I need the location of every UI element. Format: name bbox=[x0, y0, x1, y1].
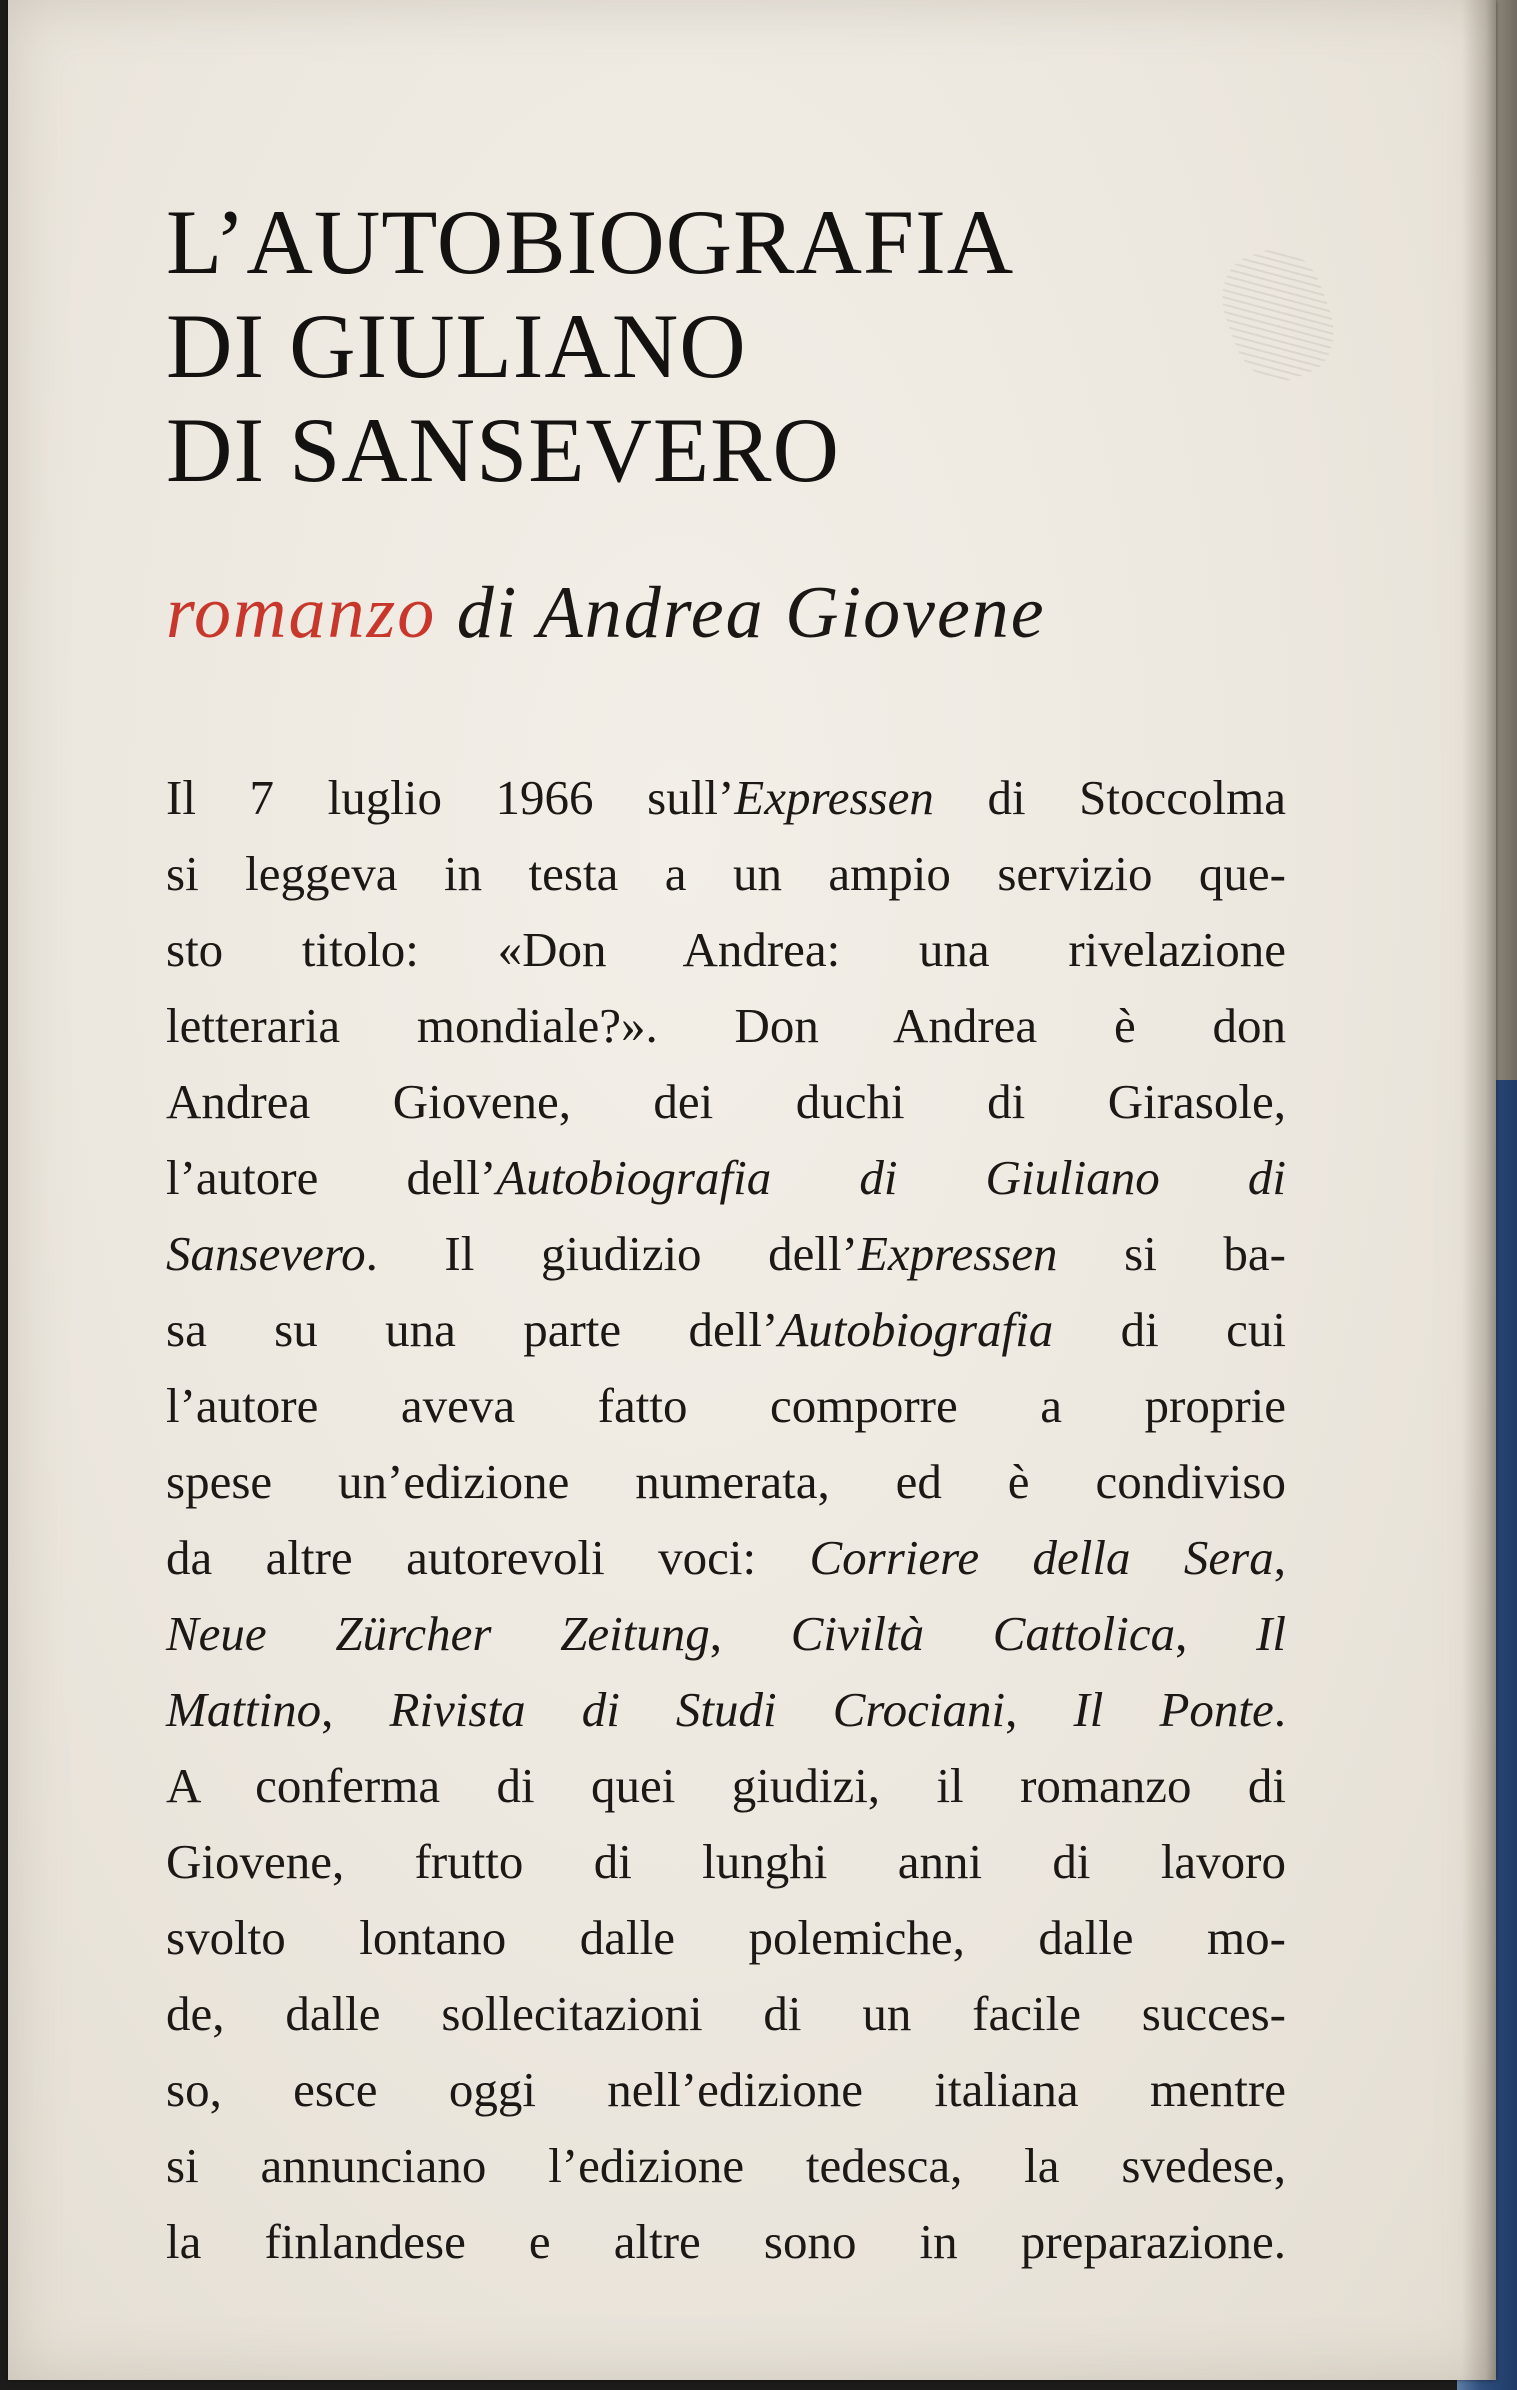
blurb-line: A conferma di quei giudizi, il romanzo di bbox=[166, 1758, 1286, 1813]
blurb-line: letteraria mondiale?». Don Andrea è don bbox=[166, 998, 1286, 1053]
genre-label: romanzo bbox=[166, 572, 437, 654]
blurb-line: Neue Zürcher Zeitung, Civiltà Cattolica, Il bbox=[166, 1606, 1287, 1661]
blurb-line: so, esce oggi nell’edizione italiana mentre bbox=[166, 2062, 1286, 2117]
blurb-line: spese un’edizione numerata, ed è condiviso bbox=[166, 1454, 1286, 1509]
blurb-line: sto titolo: «Don Andrea: una rivelazione bbox=[166, 922, 1286, 977]
book-cover bbox=[8, 0, 1496, 2380]
blurb-line: Sansevero. Il giudizio dell’Expressen si ba- bbox=[166, 1226, 1286, 1281]
blurb-line: da altre autorevoli voci: Corriere della Sera, bbox=[166, 1530, 1286, 1585]
blurb-line: de, dalle sollecitazioni di un facile succes- bbox=[166, 1986, 1286, 2041]
book-subtitle bbox=[166, 570, 1046, 656]
paper-scuff-mark bbox=[1209, 237, 1347, 393]
blurb-line: Mattino, Rivista di Studi Crociani, Il Ponte. bbox=[166, 1682, 1287, 1737]
blurb-line: Andrea Giovene, dei duchi di Girasole, bbox=[166, 1074, 1286, 1129]
blurb-line: la finlandese e altre sono in preparazione. bbox=[166, 2214, 1286, 2269]
blurb-line: si leggeva in testa a un ampio servizio que- bbox=[166, 846, 1286, 901]
blurb-line: Giovene, frutto di lunghi anni di lavoro bbox=[166, 1834, 1286, 1889]
blurb-line: l’autore aveva fatto comporre a proprie bbox=[166, 1378, 1286, 1433]
blurb-line: l’autore dell’Autobiografia di Giuliano di bbox=[166, 1150, 1286, 1205]
title-line-2: DI GIULIANO bbox=[166, 295, 747, 397]
title-line-3: DI SANSEVERO bbox=[166, 399, 840, 501]
author-label: di Andrea Giovene bbox=[456, 572, 1046, 654]
blurb-line: Il 7 luglio 1966 sull’Expressen di Stoccolma bbox=[166, 770, 1287, 825]
blurb-line: sa su una parte dell’Autobiografia di cui bbox=[166, 1302, 1287, 1357]
blurb-line: svolto lontano dalle polemiche, dalle mo- bbox=[166, 1910, 1286, 1965]
blurb-line: si annunciano l’edizione tedesca, la svedese, bbox=[166, 2138, 1286, 2193]
blurb-text bbox=[166, 760, 1286, 2280]
book-title bbox=[166, 190, 1014, 502]
title-line-1: L’AUTOBIOGRAFIA bbox=[166, 191, 1015, 293]
